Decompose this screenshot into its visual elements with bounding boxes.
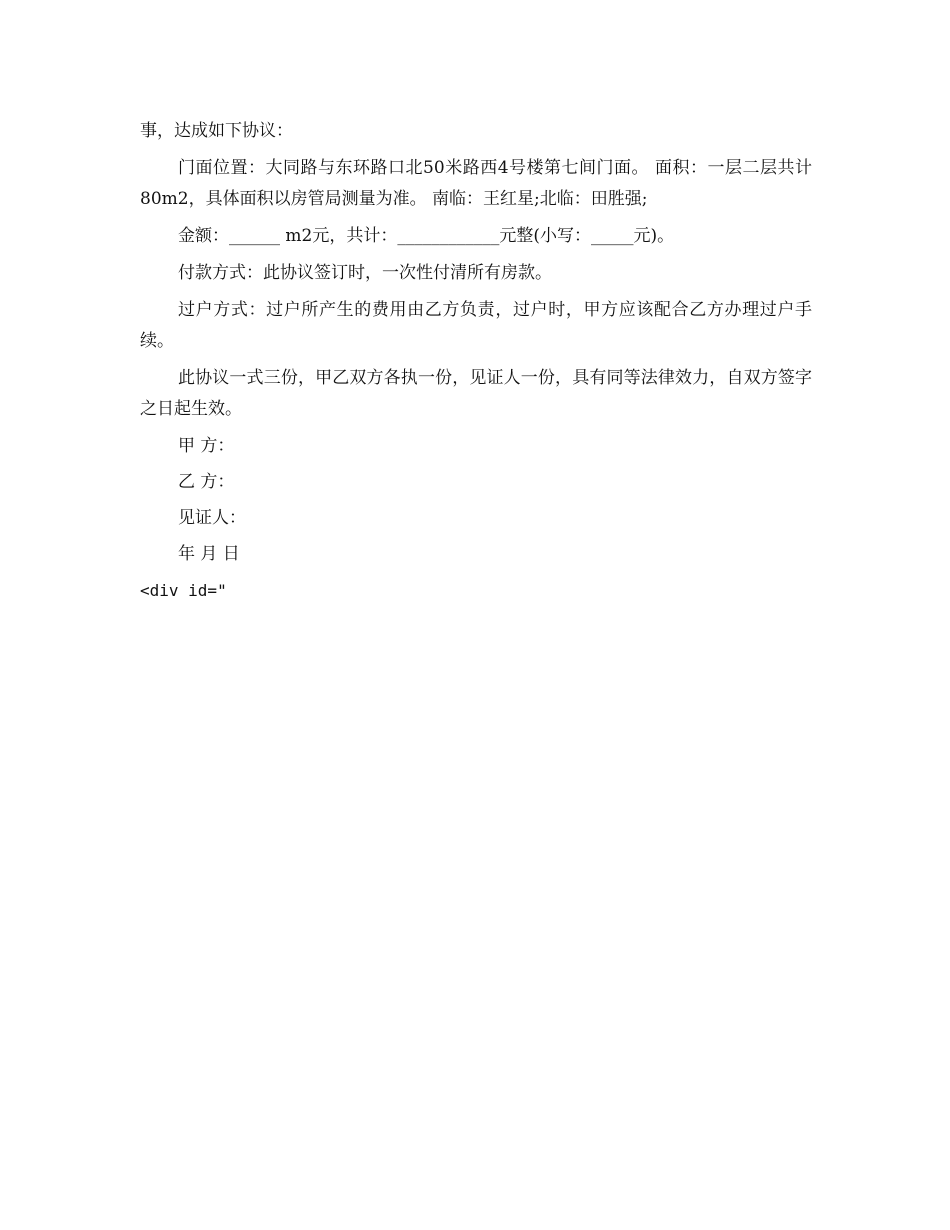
paragraph-amount: 金额：______ m2元，共计：____________元整(小写：_____元)。	[178, 226, 675, 246]
paragraph-transfer: 过户方式：过户所产生的费用由乙方负责，过户时，甲方应该配合乙方办理过户手续。	[140, 300, 812, 351]
signature-witness: 见证人：	[178, 508, 246, 528]
document-body	[140, 116, 812, 606]
trailing-code-fragment: <div id="	[140, 581, 227, 600]
paragraph-intro: 事，达成如下协议：	[140, 121, 293, 141]
paragraph-payment: 付款方式：此协议签订时，一次性付清所有房款。	[178, 263, 552, 283]
paragraph-location: 门面位置：大同路与东环路口北50米路西4号楼第七间门面。 面积：一层二层共计80m2，具体面积以房管局测量为准。 南临：王红星;北临：田胜强;	[140, 158, 812, 209]
paragraph-copies: 此协议一式三份，甲乙双方各执一份，见证人一份，具有同等法律效力，自双方签字之日起生效。	[140, 368, 812, 419]
signature-party-a: 甲 方：	[178, 436, 235, 456]
signature-date: 年 月 日	[178, 544, 240, 564]
signature-party-b: 乙 方：	[178, 472, 235, 492]
